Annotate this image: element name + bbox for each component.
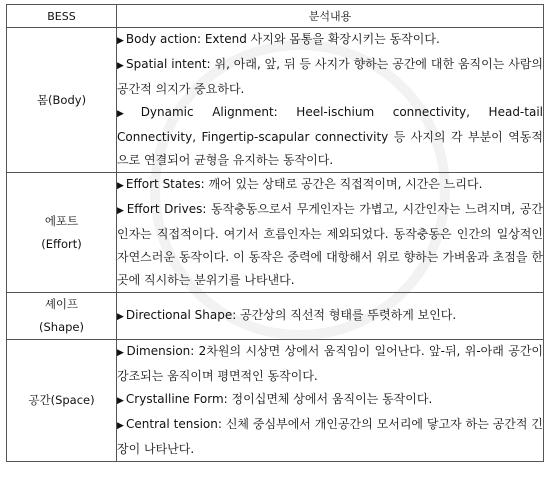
list-item [117,101,543,172]
bullet-icon: ▶ [117,348,125,358]
bullet-icon: ▶ [117,396,124,406]
header-analysis: 분석내용 [117,5,544,28]
bullet-icon: ▶ [117,181,124,191]
item-text: Dimension: 2차원의 시상면 상에서 움직임이 일어난다. 앞-뒤, 위-아래 공간이 강조되는 움직이며 평면적인 동작이다. [117,344,543,383]
category-cell [7,28,117,173]
list-item [117,173,543,198]
item-text: Effort Drives: 동작충동으로서 무게인자는 가볍고, 시간인자는 느려지며, 공간인자는 직접적이다. 여기서 흐름인자는 제외되었다. 동작충동은 인간의 일상적인 자연스러운 동작이다. 이 동작은 중력에 대항해서 위로 향하는 가벼움과 초점을 한곳에 직시하는 분위기를 나타낸다. [117,202,543,287]
item-text: Crystalline Form: 정이십면체 상에서 움직이는 동작이다. [125,392,433,406]
list-item [117,28,543,53]
list-item [117,340,543,388]
table-row-effort [7,173,544,293]
bess-analysis-table [6,4,544,462]
list-item [117,198,543,292]
table-header-row [7,5,544,28]
item-text: Spatial intent: 위, 아래, 앞, 뒤 등 사지가 향하는 공간에 대한 움직이는 사람의 공간적 의지가 중요하다. [117,57,544,96]
category-label: 몸(Body) [36,92,87,107]
list-item [117,304,543,329]
category-label-en: (Shape) [39,320,84,334]
item-text: Body action: Extend 사지와 몸통을 확장시키는 동작이다. [125,32,440,46]
content-cell [117,340,544,462]
category-label: 공간(Space) [28,393,95,407]
content-cell [117,173,544,293]
bullet-icon: ▶ [117,109,139,119]
list-item [117,388,543,413]
table-row-shape [7,293,544,340]
bullet-icon: ▶ [117,61,124,71]
list-item [117,53,543,101]
item-text: Dynamic Alignment: Heel-ischium connectivity, Head-tail Connectivity, Fingertip-scapular connectivity 등 사지의 각 부분이 역동적으로 연결되어 균형을 유지하는 동작이다. [117,105,543,167]
bullet-icon: ▶ [117,36,124,46]
category-label-en: (Effort) [41,236,82,251]
table-row-body [7,28,544,173]
header-bess: BESS [7,5,117,28]
category-label: 셰이프 [44,297,79,311]
item-text: Effort States: 깨어 있는 상태로 공간은 직접적이며, 시간은 느리다. [125,177,483,191]
content-cell [117,28,544,173]
bullet-icon: ▶ [117,311,124,322]
bullet-icon: ▶ [117,206,125,216]
category-cell [7,293,117,340]
category-cell [7,173,117,293]
content-cell [117,293,544,340]
list-item [117,413,543,461]
category-cell [7,340,117,462]
table-row-space [7,340,544,462]
bullet-icon: ▶ [117,421,125,431]
item-text: Central tension: 신체 중심부에서 개인공간의 모서리에 닿고자 하는 공간적 긴장이 나타난다. [117,417,543,456]
item-text: Directional Shape: 공간상의 직선적 형태를 뚜렷하게 보인다. [125,307,457,322]
category-label: 에포트 [44,213,79,228]
